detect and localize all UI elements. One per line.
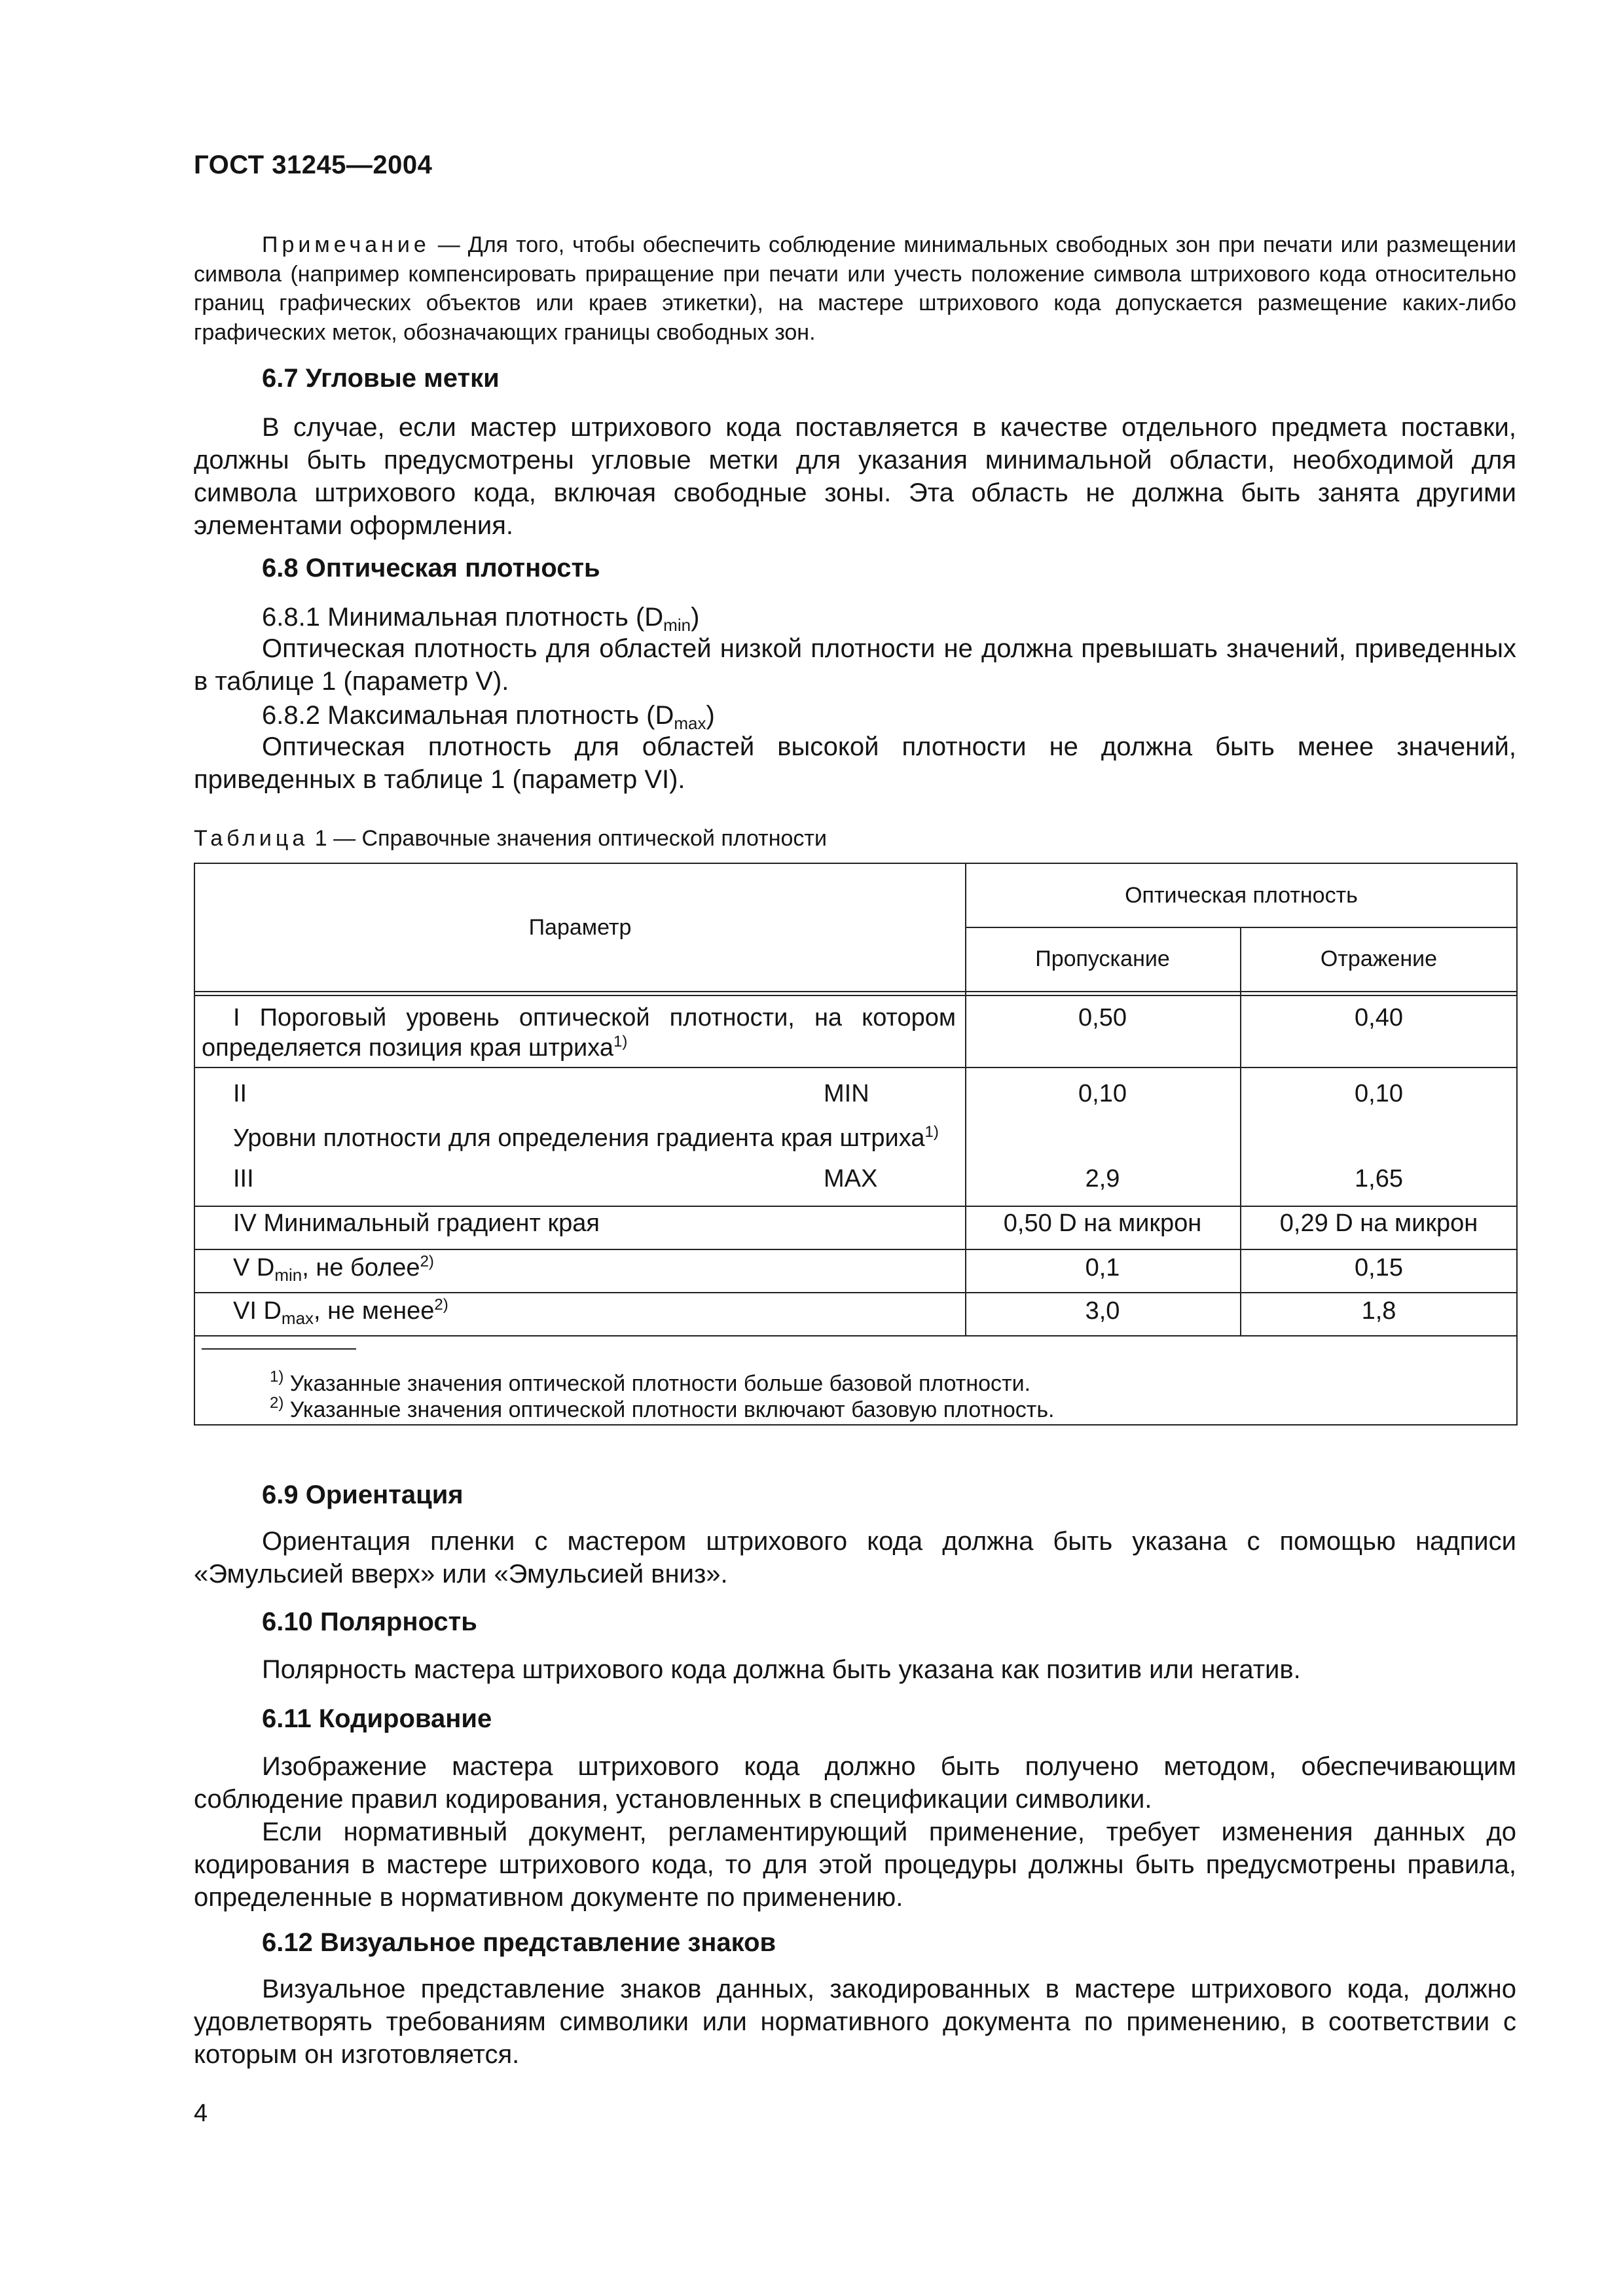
row6-label-suffix: , не менее	[314, 1297, 435, 1325]
section-6-9-title: 6.9 Ориентация	[262, 1480, 464, 1509]
footnote-1-text: Указанные значения оптической плотности больше базовой плотности.	[289, 1371, 1031, 1396]
row2-transmission: 0,10	[1078, 1080, 1127, 1107]
row6-subscript: max	[281, 1308, 314, 1328]
footnote-2-mark: 2)	[270, 1394, 284, 1412]
row6-transmission: 3,0	[1085, 1297, 1120, 1325]
table-rule-row6	[195, 1335, 1518, 1336]
footnote-2	[270, 1394, 1055, 1423]
row6-reflection: 1,8	[1361, 1297, 1396, 1325]
section-6-11-paragraph-1: Изображение мастера штрихового кода должно быть получено методом, обеспечивающим соблюдение правил кодирования, установленных в спецификации символики.	[194, 1752, 1516, 1814]
dmin-heading-text: 6.8.1 Минимальная плотность (D	[262, 603, 664, 632]
section-6-7-paragraph: В случае, если мастер штрихового кода поставляется в качестве отдельного предмета поставки, должны быть предусмотрены угловые метки для указания минимальной области, необходимой для символа штрихового кода, включая свободные зоны. Эта область не должна быть занята другими элементами оформления.	[194, 413, 1516, 540]
table-caption-text: 1 — Справочные значения оптической плотности	[308, 826, 827, 851]
section-6-10-paragraph: Полярность мастера штрихового кода должна быть указана как позитив или негатив.	[262, 1655, 1301, 1684]
note-label: Примечание	[262, 232, 430, 257]
table-rule-header-2	[195, 995, 1518, 996]
table-caption-label: Таблица	[194, 826, 309, 851]
row5-label	[233, 1253, 434, 1285]
footnote-1-mark: 1)	[270, 1368, 284, 1386]
row3-max-tag: MAX	[824, 1165, 878, 1193]
header-parameter: Параметр	[528, 914, 632, 940]
row1-label-line2	[202, 1033, 627, 1062]
section-6-12-paragraph: Визуальное представление знаков данных, закодированных в мастере штрихового кода, должно удовлетворять требованиям символики или нормативного документа по применению, в соответствии с которым он изготовляется.	[194, 1975, 1516, 2069]
section-6-12-title: 6.12 Визуальное представление знаков	[262, 1928, 776, 1957]
gradient-levels-footnote-mark: 1)	[924, 1123, 939, 1141]
row2-number: II	[233, 1080, 247, 1107]
dmin-subscript: min	[663, 615, 691, 635]
table-rule-header-1	[195, 991, 1518, 992]
row2-reflection: 0,10	[1355, 1080, 1403, 1107]
section-6-10-title: 6.10 Полярность	[262, 1607, 477, 1636]
row1-transmission: 0,50	[1078, 1004, 1127, 1031]
table-rule-row3	[195, 1206, 1518, 1207]
document-code-header: ГОСТ 31245—2004	[194, 151, 433, 179]
note-text: — Для того, чтобы обеспечить соблюдение минимальных свободных зон при печати или размещении символа (например компенсировать приращение при печати или учесть положение символа штрихового кода относительно границ графических объектов или краев этикетки), на мастере штрихового кода допускается размещение каких-либо графических меток, обозначающих границы свободных зон.	[194, 232, 1516, 345]
optical-density-table	[194, 863, 1518, 1426]
gradient-levels-text: Уровни плотности для определения градиента края штриха	[233, 1124, 925, 1152]
row5-reflection: 0,15	[1355, 1254, 1403, 1282]
table-rule-row4	[195, 1249, 1518, 1250]
table-caption	[194, 826, 827, 852]
note-paragraph	[194, 230, 1516, 347]
section-6-8-1-paragraph: Оптическая плотность для областей низкой плотности не должна превышать значений, приведенных в таблице 1 (параметр V).	[194, 634, 1516, 696]
row5-footnote-mark: 2)	[420, 1253, 434, 1270]
row2-min-tag: MIN	[824, 1080, 869, 1107]
row5-subscript: min	[274, 1265, 302, 1285]
table-rule-row5	[195, 1292, 1518, 1293]
section-6-9-paragraph: Ориентация пленки с мастером штрихового кода должна быть указана с помощью надписи «Эмульсией вверх» или «Эмульсией вниз».	[194, 1527, 1516, 1588]
dmax-heading-text: 6.8.2 Максимальная плотность (D	[262, 701, 674, 730]
footnote-separator	[202, 1348, 356, 1350]
row4-label: IV Минимальный градиент края	[233, 1210, 600, 1237]
row5-label-suffix: , не более	[302, 1254, 420, 1282]
row6-label-prefix: VI D	[233, 1297, 282, 1325]
row1-label-line1: I Пороговый уровень оптической плотности, на котором	[233, 1004, 956, 1031]
row5-transmission: 0,1	[1085, 1254, 1120, 1282]
row4-reflection: 0,29 D на микрон	[1279, 1210, 1478, 1237]
row3-number: III	[233, 1165, 254, 1193]
dmax-heading-close: )	[706, 701, 715, 730]
row3-transmission: 2,9	[1085, 1165, 1120, 1193]
footnote-1	[270, 1368, 1030, 1397]
section-6-7-title: 6.7 Угловые метки	[262, 364, 500, 393]
dmin-heading-close: )	[691, 603, 700, 632]
section-6-11-title: 6.11 Кодирование	[262, 1704, 492, 1733]
row1-reflection: 0,40	[1355, 1004, 1403, 1031]
row5-label-prefix: V D	[233, 1254, 275, 1282]
row1-label-text: определяется позиция края штриха	[202, 1034, 613, 1062]
table-rule-row1	[195, 1067, 1518, 1068]
section-6-8-2-paragraph: Оптическая плотность для областей высокой плотности не должна быть менее значений, приведенных в таблице 1 (параметр VI).	[194, 732, 1516, 794]
header-transmission: Пропускание	[1035, 946, 1170, 971]
footnote-2-text: Указанные значения оптической плотности включают базовую плотность.	[289, 1397, 1055, 1422]
page-number: 4	[194, 2100, 208, 2127]
section-6-11-paragraph-2: Если нормативный документ, регламентирующий применение, требует изменения данных до кодирования в мастере штрихового кода, то для этой процедуры должны быть предусмотрены правила, определенные в нормативном документе по применению.	[194, 1818, 1516, 1912]
row3-reflection: 1,65	[1355, 1165, 1403, 1193]
gradient-levels-label	[233, 1123, 939, 1153]
row6-label	[233, 1296, 448, 1329]
row4-transmission: 0,50 D на микрон	[1003, 1210, 1202, 1237]
row1-footnote-mark: 1)	[613, 1033, 628, 1050]
row6-footnote-mark: 2)	[434, 1296, 448, 1314]
section-6-8-title: 6.8 Оптическая плотность	[262, 554, 600, 583]
dmax-subscript: max	[674, 713, 706, 733]
header-reflection: Отражение	[1320, 946, 1438, 971]
header-optical-density: Оптическая плотность	[1125, 882, 1358, 908]
